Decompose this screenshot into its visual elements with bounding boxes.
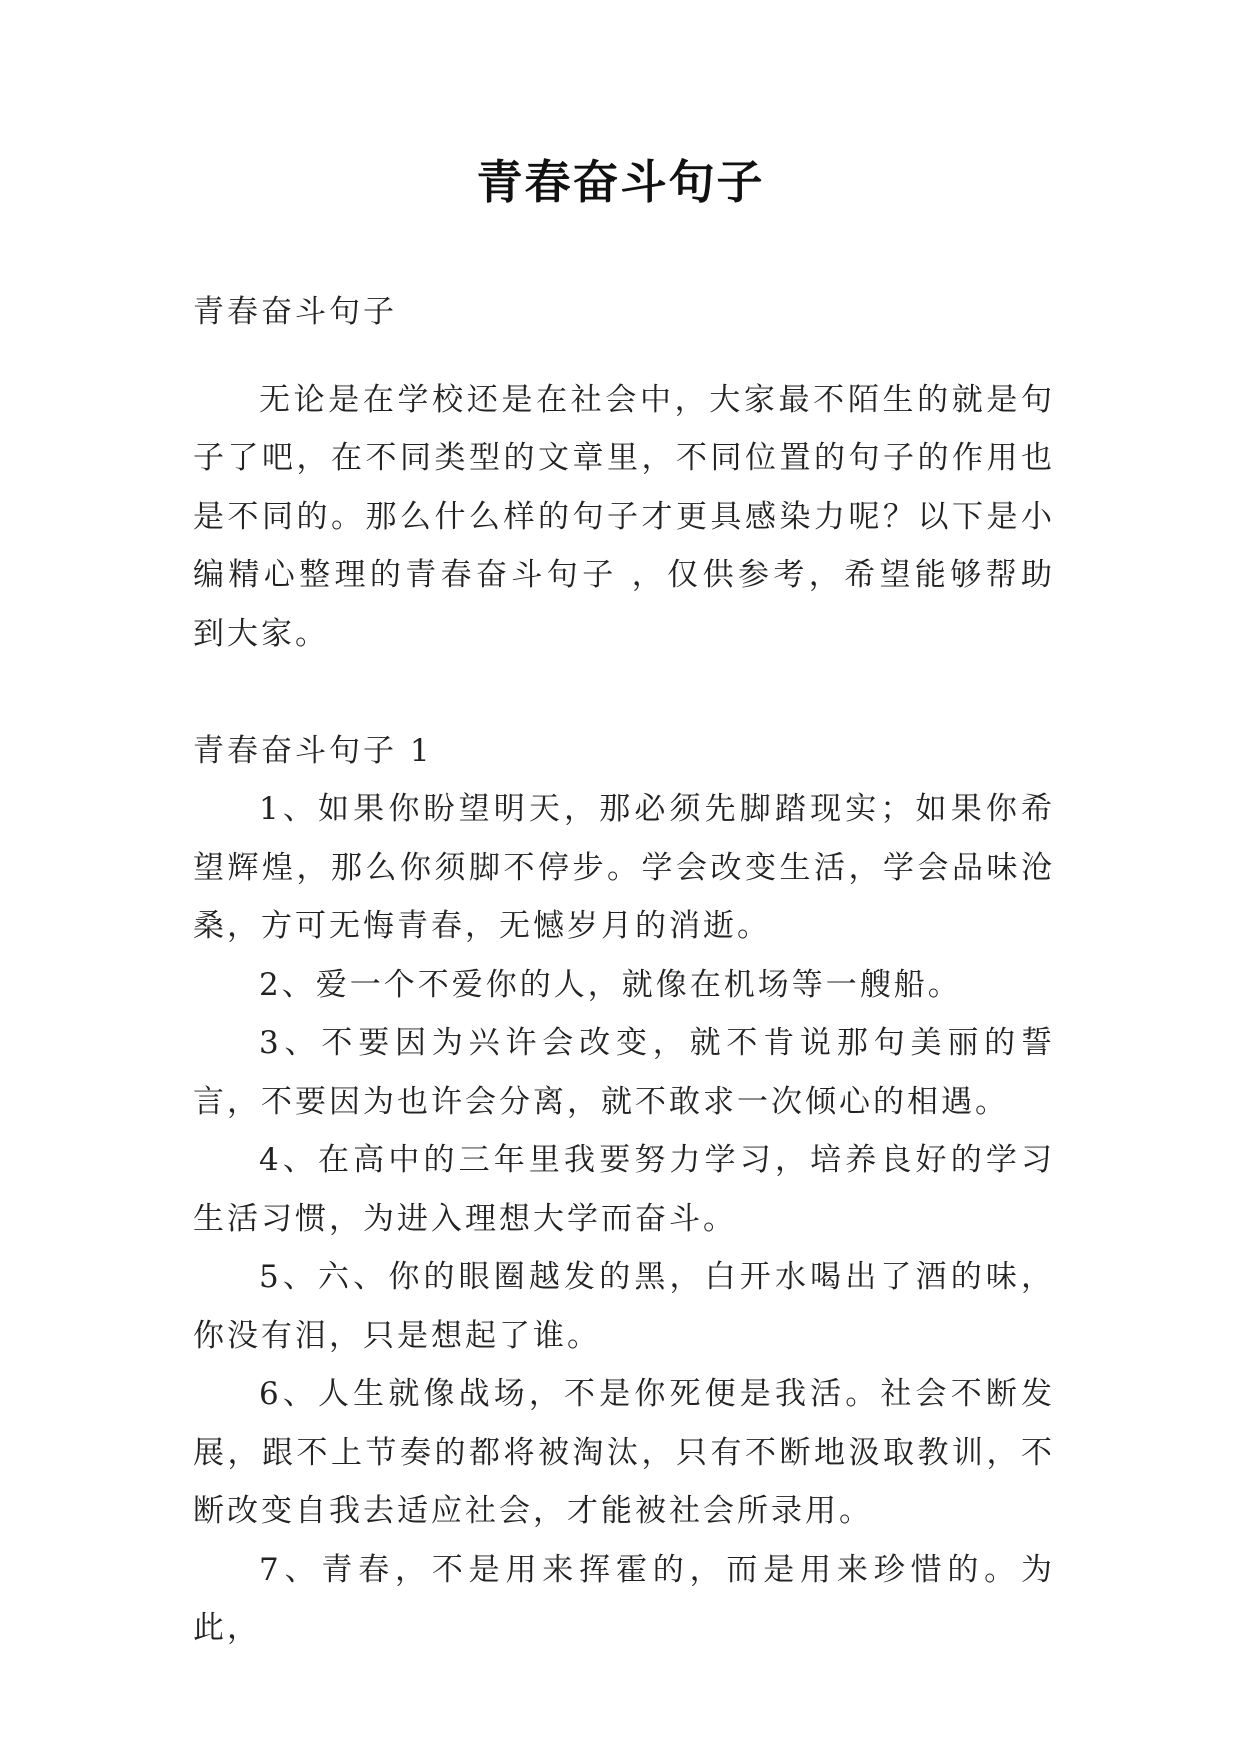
- intro-paragraph: 无论是在学校还是在社会中，大家最不陌生的就是句子了吧，在不同类型的文章里，不同位置的句子的作用也是不同的。那么什么样的句子才更具感染力呢？以下是小编精心整理的青春奋斗句子 ，仅供参考，希望能够帮助到大家。: [193, 381, 1055, 652]
- list-item: 4、在高中的三年里我要努力学习，培养良好的学习生活习惯，为进入理想大学而奋斗。: [193, 1142, 1055, 1237]
- list-item: 1、如果你盼望明天，那必须先脚踏现实；如果你希望辉煌，那么你须脚不停步。学会改变生活，学会品味沧桑，方可无悔青春，无憾岁月的消逝。: [193, 791, 1055, 944]
- list-item: 3、不要因为兴许会改变，就不肯说那句美丽的誓言，不要因为也许会分离，就不敢求一次倾心的相遇。: [193, 1025, 1055, 1120]
- spacer: [193, 663, 1055, 722]
- section-heading: 青春奋斗句子 1: [193, 732, 433, 769]
- document-title: 青春奋斗句子: [476, 155, 765, 209]
- list-item: 7、青春，不是用来挥霍的，而是用来珍惜的。为此，: [193, 1551, 1055, 1646]
- list-item: 2、爱一个不爱你的人，就像在机场等一艘船。: [259, 966, 962, 1003]
- list-item: 5、六、你的眼圈越发的黑，白开水喝出了酒的味，你没有泪，只是想起了谁。: [193, 1259, 1055, 1354]
- spacer: [193, 342, 1055, 371]
- document-subtitle: 青春奋斗句子: [193, 294, 397, 330]
- document-body: [193, 283, 1055, 1658]
- list-item: 6、人生就像战场，不是你死便是我活。社会不断发展，跟不上节奏的都将被淘汰，只有不断地汲取教训，不断改变自我去适应社会，才能被社会所录用。: [193, 1376, 1055, 1529]
